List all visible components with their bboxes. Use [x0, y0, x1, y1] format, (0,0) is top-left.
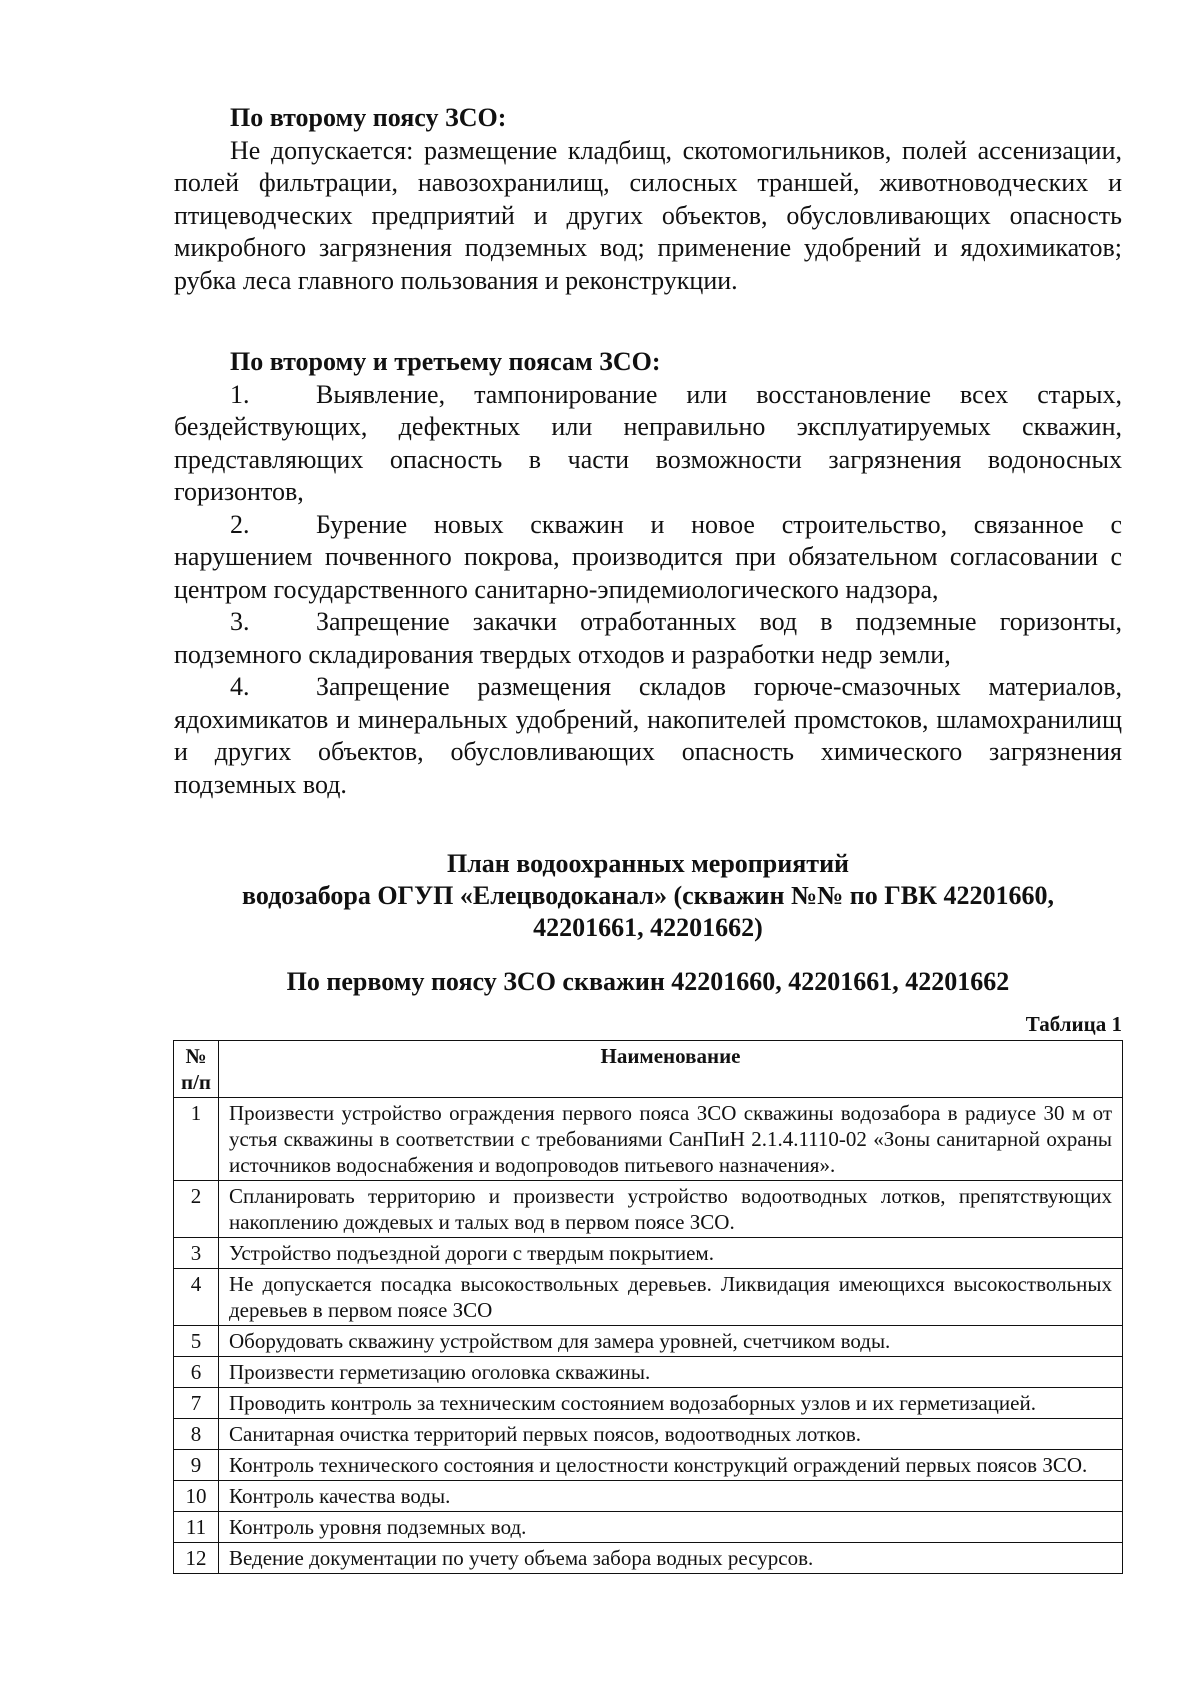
- plan-title-line: План водоохранных мероприятий: [446, 849, 850, 878]
- list-item-number: 3.: [230, 607, 250, 636]
- measures-table: [173, 1040, 1123, 1574]
- table-row: [174, 1238, 1123, 1269]
- list-item-text: Запрещение размещения складов горюче-смазочных материалов, ядохимикатов и минеральных удобрений, накопителей промстоков, шламохранилищ и других объектов, обусловливающих опасность химического загрязнения подземных вод.: [174, 672, 1122, 799]
- list-item-text: Бурение новых скважин и новое строительство, связанное с нарушением почвенного покрова, производится при обязательном согласовании с центром государственного санитарно-эпидемиологического надзора,: [174, 509, 1122, 604]
- list-item: [174, 379, 1122, 509]
- row-text: Санитарная очистка территорий первых поясов, водоотводных лотков.: [219, 1419, 1123, 1450]
- row-text: Контроль качества воды.: [219, 1481, 1123, 1512]
- row-number: 2: [174, 1181, 219, 1238]
- list-item: [174, 509, 1122, 607]
- plan-title-line: 42201661, 42201662): [533, 913, 763, 942]
- row-text: Спланировать территорию и произвести устройство водоотводных лотков, препятствующих накоплению дождевых и талых вод в первом поясе ЗСО.: [219, 1181, 1123, 1238]
- table-subtitle: По первому поясу ЗСО скважин 42201660, 42201661, 42201662: [286, 967, 1010, 996]
- plan-title: [174, 848, 1122, 944]
- row-text: Не допускается посадка высокоствольных деревьев. Ликвидация имеющихся высокоствольных деревьев в первом поясе ЗСО: [219, 1269, 1123, 1326]
- table-row: [174, 1098, 1123, 1181]
- section-second-third-belts: [174, 346, 1122, 801]
- row-text: Устройство подъездной дороги с твердым покрытием.: [219, 1238, 1123, 1269]
- list-item-number: 4.: [230, 672, 250, 701]
- row-text: Оборудовать скважину устройством для замера уровней, счетчиком воды.: [219, 1326, 1123, 1357]
- list-item-number: 1.: [230, 379, 250, 409]
- row-number: 9: [174, 1450, 219, 1481]
- column-header-number: № п/п: [174, 1041, 219, 1098]
- row-text: Ведение документации по учету объема забора водных ресурсов.: [219, 1543, 1123, 1574]
- row-number: 7: [174, 1388, 219, 1419]
- row-number: 12: [174, 1543, 219, 1574]
- row-text: Произвести герметизацию оголовка скважины.: [219, 1357, 1123, 1388]
- row-text: Контроль уровня подземных вод.: [219, 1512, 1123, 1543]
- table-row: [174, 1512, 1123, 1543]
- table-caption: Таблица 1: [1025, 1012, 1122, 1036]
- list-item-text: Выявление, тампонирование или восстановление всех старых, бездействующих, дефектных или неправильно эксплуатируемых скважин, представляющих опасность в части возможности загрязнения водоносных горизонтов,: [174, 379, 1122, 506]
- plan-title-line: водозабора ОГУП «Елецводоканал» (скважин №№ по ГВК 42201660,: [241, 881, 1054, 910]
- column-header-name: Наименование: [219, 1041, 1123, 1098]
- table-header-row: [174, 1041, 1123, 1098]
- row-number: 5: [174, 1326, 219, 1357]
- table-row: [174, 1326, 1123, 1357]
- table-row: [174, 1181, 1123, 1238]
- table-row: [174, 1450, 1123, 1481]
- table-row: [174, 1543, 1123, 1574]
- row-number: 3: [174, 1238, 219, 1269]
- list-item: [174, 671, 1122, 801]
- section-heading: По второму и третьему поясам ЗСО:: [230, 347, 661, 376]
- row-number: 6: [174, 1357, 219, 1388]
- row-number: 10: [174, 1481, 219, 1512]
- table-row: [174, 1357, 1123, 1388]
- row-text: Контроль технического состояния и целостности конструкций ограждений первых поясов ЗСО.: [219, 1450, 1123, 1481]
- list-item-number: 2.: [230, 509, 250, 539]
- table-row: [174, 1269, 1123, 1326]
- section-paragraph: Не допускается: размещение кладбищ, скотомогильников, полей ассенизации, полей фильтрации, навозохранилищ, силосных траншей, животноводческих и птицеводческих предприятий и других объектов, обусловливающих опасность микробного загрязнения подземных вод; применение удобрений и ядохимикатов; рубка леса главного пользования и реконструкции.: [174, 135, 1122, 295]
- table-row: [174, 1481, 1123, 1512]
- list-item: [174, 606, 1122, 671]
- table-row: [174, 1419, 1123, 1450]
- section-second-belt: [174, 102, 1122, 297]
- row-number: 1: [174, 1098, 219, 1181]
- row-text: Проводить контроль за техническим состоянием водозаборных узлов и их герметизацией.: [219, 1388, 1123, 1419]
- row-number: 8: [174, 1419, 219, 1450]
- table-row: [174, 1388, 1123, 1419]
- row-number: 11: [174, 1512, 219, 1543]
- row-text: Произвести устройство ограждения первого пояса ЗСО скважины водозабора в радиусе 30 м от устья скважины в соответствии с требованиями СанПиН 2.1.4.1110-02 «Зоны санитарной охраны источников водоснабжения и водопроводов питьевого назначения».: [219, 1098, 1123, 1181]
- row-number: 4: [174, 1269, 219, 1326]
- list-item-text: Запрещение закачки отработанных вод в подземные горизонты, подземного складирования твердых отходов и разработки недр земли,: [174, 607, 1122, 669]
- section-heading: По второму поясу ЗСО:: [230, 103, 507, 132]
